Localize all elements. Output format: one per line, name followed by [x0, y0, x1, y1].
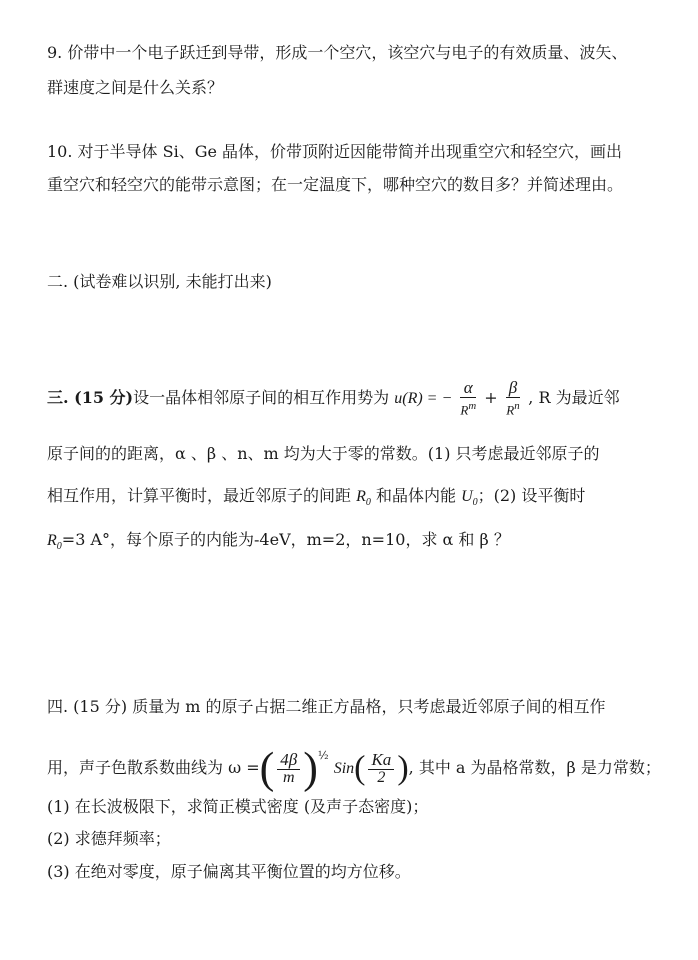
section4-line-2: 用，声子色散系数曲线为 ω =( $\frac{4\beta}{m}$ )$^{\frac{1}{2}}$ Sin( $\frac{Ka}{2}$ ), 其中 a 为晶格常数，β 是力常数；: [47, 743, 661, 793]
alpha-numerator: α: [460, 379, 476, 398]
q9-line-2: 群速度之间是什么关系？: [47, 78, 224, 97]
potential-lhs: u(R) = −: [394, 390, 453, 407]
q10-line-1: 10. 对于半导体 Si、Ge 晶体，价带顶附近因能带简并出现重空穴和轻空穴，画出: [47, 142, 623, 161]
beta-fraction: [506, 379, 520, 418]
beta-denominator: $R^n$: [506, 399, 520, 418]
section4-item-1: (1) 在长波极限下，求简正模式密度 (及声子态密度)；: [47, 797, 429, 816]
dispersion-frac-2: $\frac{Ka}{2}$: [368, 751, 394, 786]
section3-line-4: $R_0=3$ A°，每个原子的内能为-4eV，m=2，n=10，求 α 和 β ？: [47, 530, 510, 553]
q9-line-1: 9. 价带中一个电子跃迁到导带，形成一个空穴，该空穴与电子的有效质量、波矢、: [47, 43, 628, 62]
q10-line-2: 重空穴和轻空穴的能带示意图；在一定温度下，哪种空穴的数目多？并简述理由。: [47, 175, 624, 194]
section3-heading: 三. (15 分): [47, 388, 134, 407]
alpha-denominator: $R^m$: [460, 399, 477, 418]
section4-line-1: 四. (15 分) 质量为 m 的原子占据二维正方晶格，只考虑最近邻原子间的相互作: [47, 697, 606, 716]
r0-symbol-2: $R_0$: [47, 532, 62, 553]
plus-sign: +: [484, 388, 498, 407]
dispersion-frac-1: $\frac{4\beta}{m}$: [277, 751, 300, 786]
section2-text: 二. (试卷难以识别, 未能打出来): [47, 272, 272, 291]
section4-item-2: (2) 求德拜频率；: [47, 829, 171, 848]
section3-line-3: 相互作用，计算平衡时，最近邻原子的间距 $R_0$ 和晶体内能 $U_0$；(2) 设平衡时: [47, 486, 586, 509]
alpha-fraction: [460, 379, 476, 418]
exponent-half: ½: [317, 749, 329, 762]
section3-intro: 设一晶体相邻原子间的相互作用势为: [133, 388, 390, 407]
section4-item-3: (3) 在绝对零度，原子偏离其平衡位置的均方位移。: [47, 862, 411, 881]
u0-symbol: $U_0$: [461, 488, 478, 509]
section3-line-1: [47, 378, 620, 419]
sin-function: Sin: [333, 760, 355, 777]
beta-numerator: β: [506, 379, 520, 398]
section3-after-eq: , R 为最近邻: [528, 388, 620, 407]
section3-line-2: 原子间的的距离，α 、β 、n、m 均为大于零的常数。(1) 只考虑最近邻原子的: [47, 444, 600, 463]
r0-symbol: $R_0$: [356, 488, 371, 509]
